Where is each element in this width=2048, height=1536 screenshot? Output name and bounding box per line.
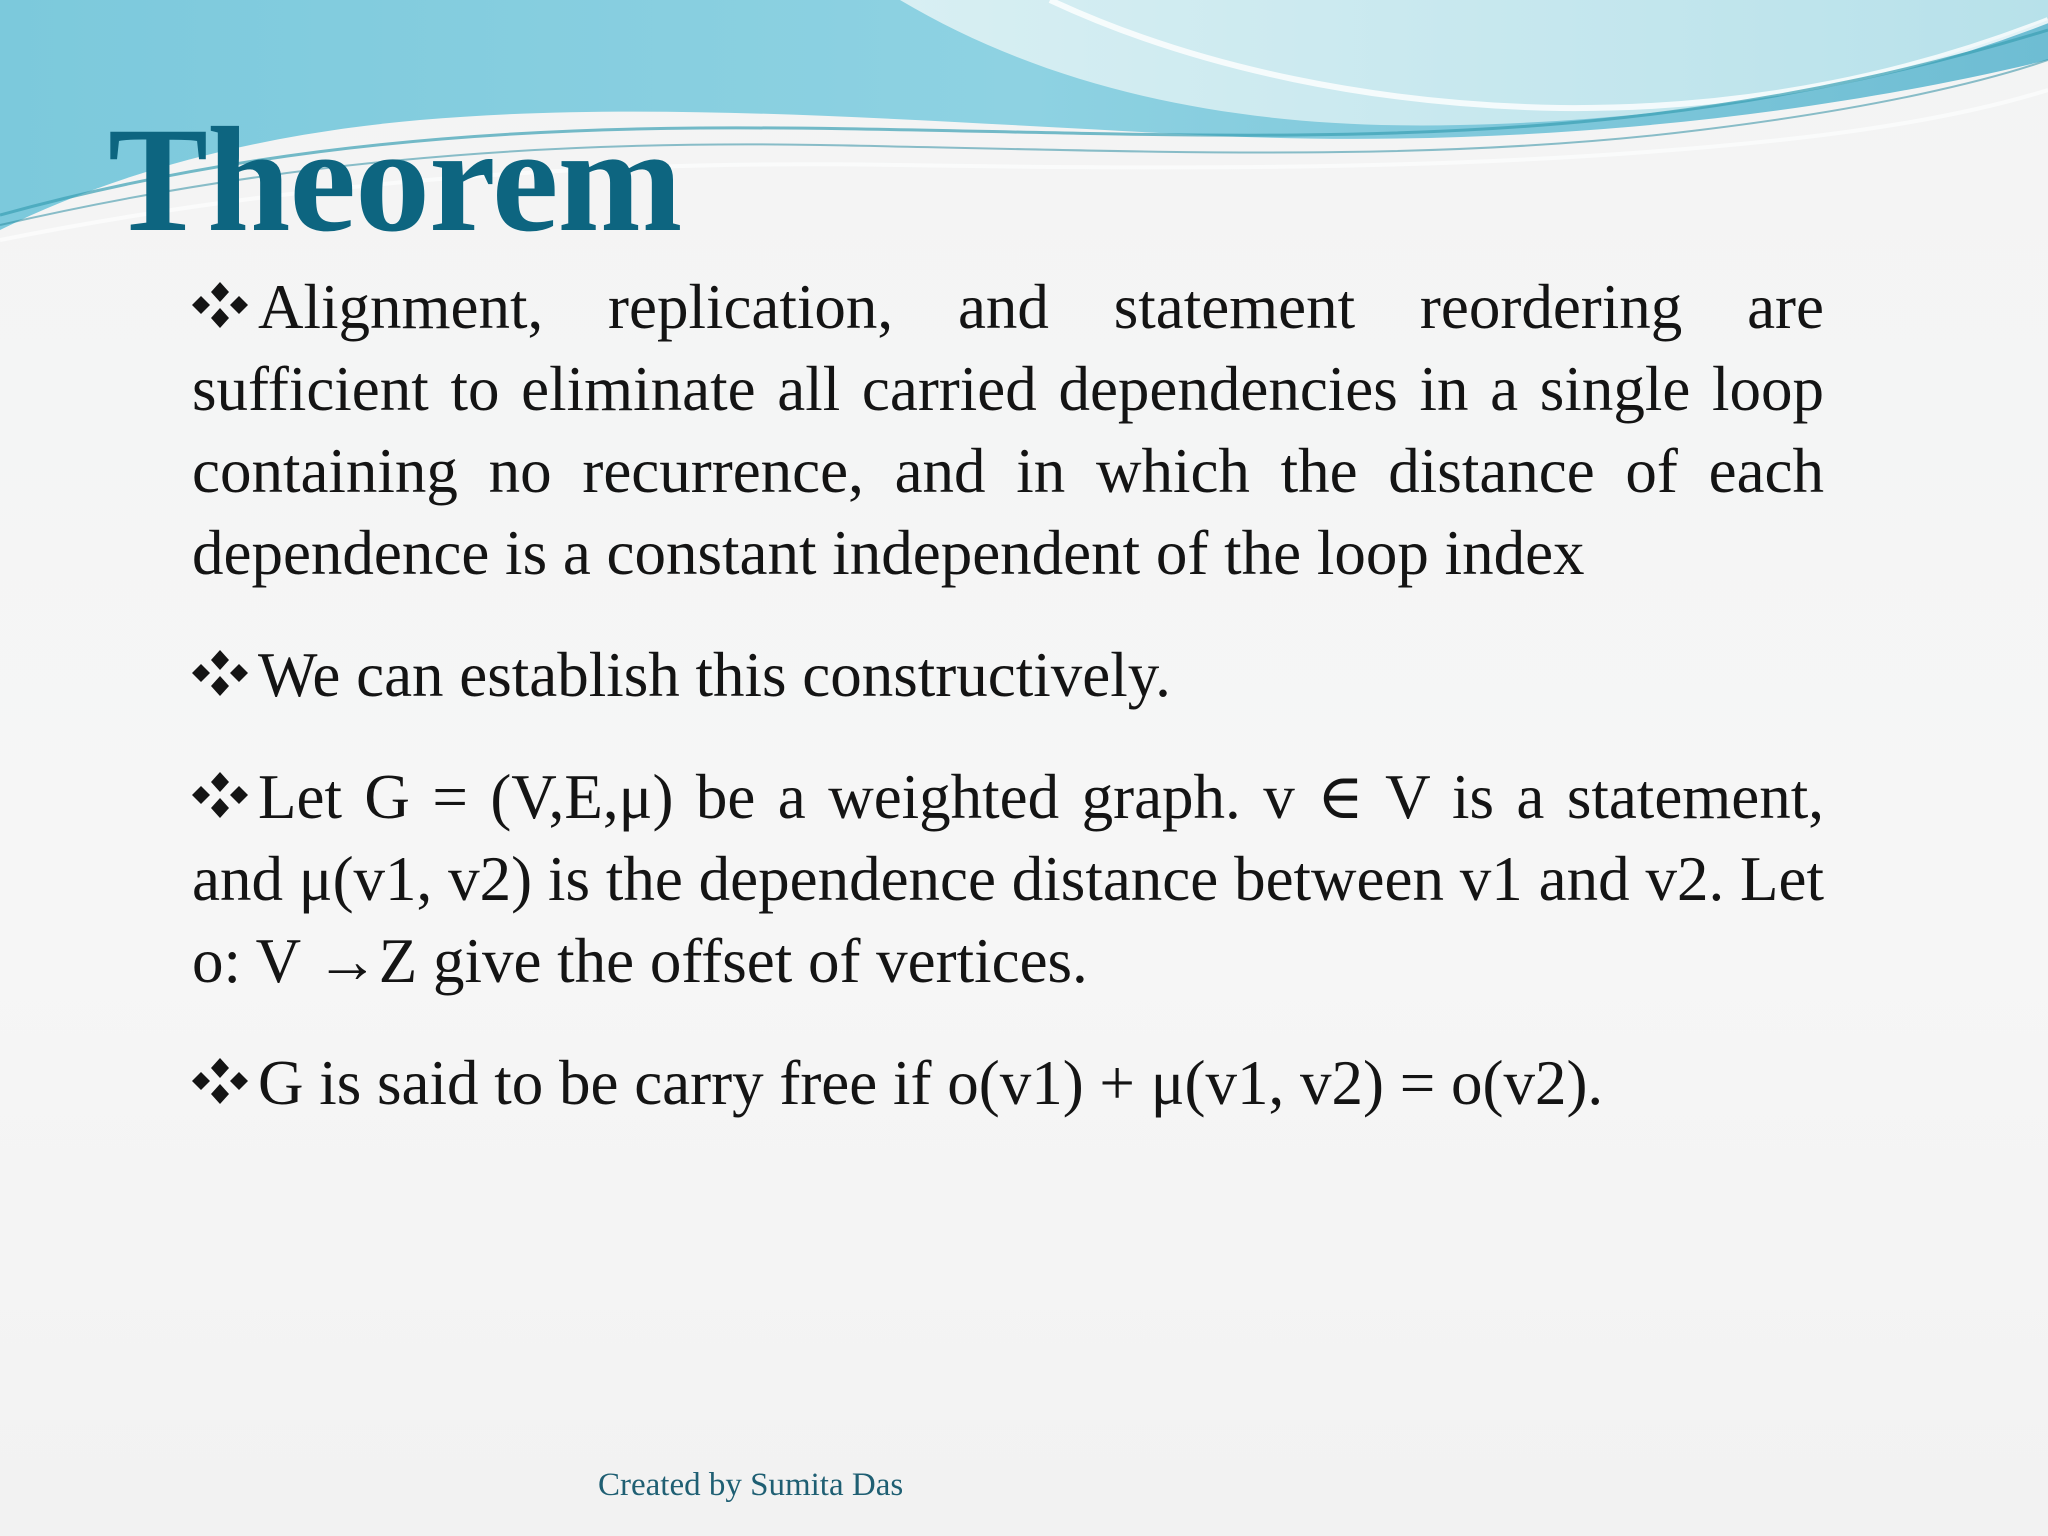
bullet-item xyxy=(192,266,1824,594)
bullet-text: Let G = (V,E,μ) be a weighted graph. v ∈ V is a statement, and μ(v1, v2) is the dependence distance between v1 and v2. Let o: V →Z give the offset of vertices. xyxy=(192,762,1824,996)
four-diamond-bullet-icon xyxy=(192,648,258,698)
bullet-item xyxy=(192,634,1824,716)
four-diamond-bullet-icon xyxy=(192,1056,258,1106)
bullet-text: Alignment, replication, and statement reordering are sufficient to eliminate all carried dependencies in a single loop containing no recurrence, and in which the distance of each dependence is a constant independent of the loop index xyxy=(192,272,1824,588)
four-diamond-bullet-icon xyxy=(192,280,258,330)
slide-title: Theorem xyxy=(108,97,682,263)
bullet-text: We can establish this constructively. xyxy=(258,640,1171,710)
bullet-item xyxy=(192,1042,1824,1124)
footer-credit: Created by Sumita Das xyxy=(598,1467,904,1503)
bullet-text: G is said to be carry free if o(v1) + μ(v1, v2) = o(v2). xyxy=(258,1048,1604,1118)
bullet-list xyxy=(192,266,1824,1124)
four-diamond-bullet-icon xyxy=(192,770,258,820)
bullet-item xyxy=(192,756,1824,1002)
